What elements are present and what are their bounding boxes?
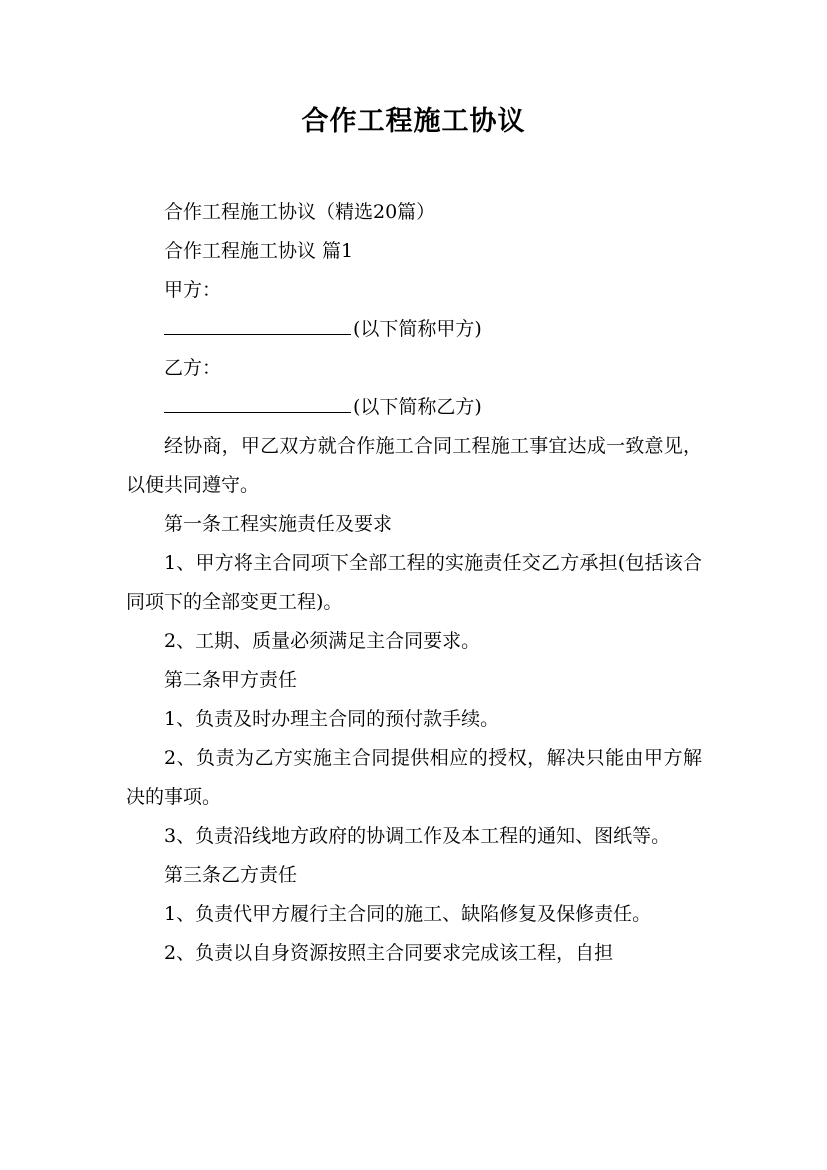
party-a-note: (以下简称甲方) bbox=[353, 318, 482, 340]
paragraph: 乙方： bbox=[164, 357, 222, 379]
section-heading: 第二条甲方责任 bbox=[164, 669, 298, 691]
party-b-line bbox=[126, 388, 702, 427]
party-a-line bbox=[126, 310, 702, 349]
paragraph: 2、工期、质量必须满足主合同要求。 bbox=[164, 630, 481, 652]
document-title: 合作工程施工协议 bbox=[301, 106, 526, 137]
section-heading: 第一条工程实施责任及要求 bbox=[164, 513, 393, 535]
paragraph: 2、负责为乙方实施主合同提供相应的授权，解决只能由甲方解决的事项。 bbox=[126, 747, 702, 808]
paragraph: 1、甲方将主合同项下全部工程的实施责任交乙方承担(包括该合同项下的全部变更工程)。 bbox=[126, 552, 702, 613]
party-b-note: (以下简称乙方) bbox=[353, 396, 482, 418]
document-body bbox=[126, 193, 702, 973]
section-heading: 第三条乙方责任 bbox=[164, 864, 298, 886]
paragraph: 2、负责以自身资源按照主合同要求完成该工程，自担 bbox=[164, 942, 614, 964]
blank-line bbox=[164, 390, 351, 413]
blank-line bbox=[164, 312, 351, 335]
paragraph: 经协商，甲乙双方就合作施工合同工程施工事宜达成一致意见，以便共同遵守。 bbox=[126, 435, 702, 496]
paragraph: 合作工程施工协议（精选20篇） bbox=[164, 201, 436, 223]
paragraph: 1、负责代甲方履行主合同的施工、缺陷修复及保修责任。 bbox=[164, 903, 652, 925]
paragraph: 3、负责沿线地方政府的协调工作及本工程的通知、图纸等。 bbox=[164, 825, 671, 847]
paragraph: 合作工程施工协议 篇1 bbox=[164, 240, 354, 262]
paragraph: 1、负责及时办理主合同的预付款手续。 bbox=[164, 708, 500, 730]
paragraph: 甲方： bbox=[164, 279, 222, 301]
